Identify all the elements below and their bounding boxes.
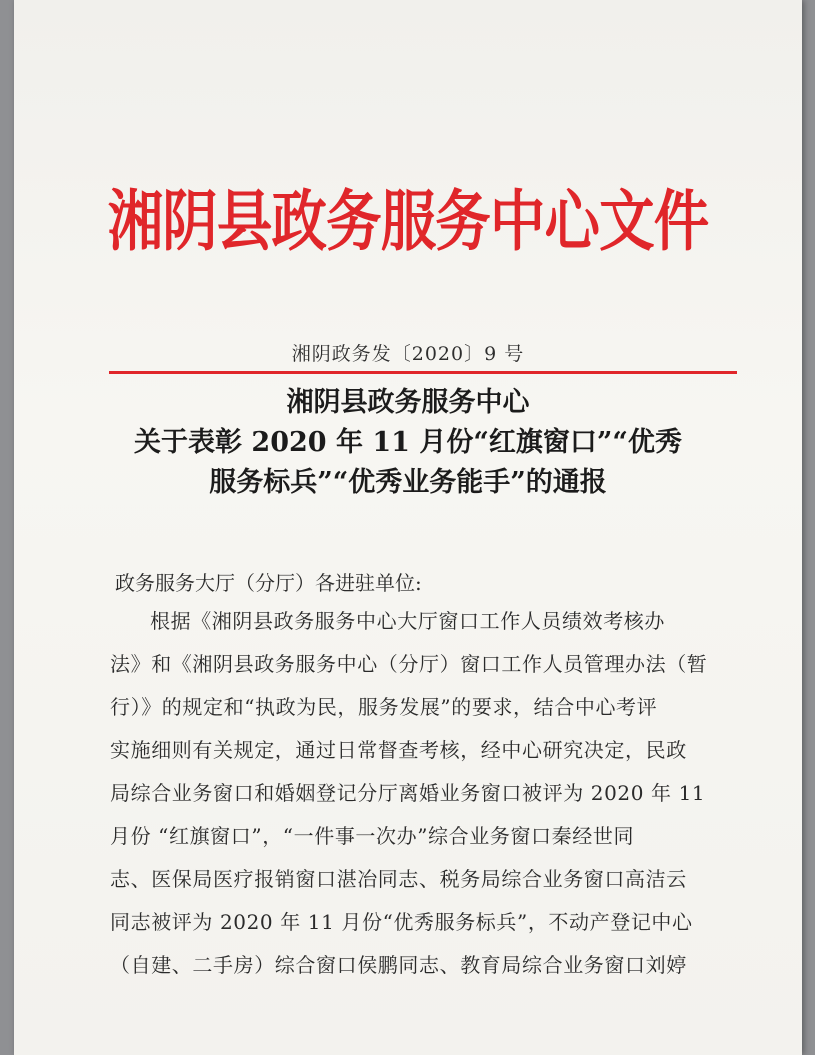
- body-line: 志、医保局医疗报销窗口湛冶同志、税务局综合业务窗口高洁云: [110, 867, 687, 891]
- masthead-title: 湘阴县政务服务中心文件: [107, 182, 709, 260]
- notice-title: [14, 383, 802, 503]
- red-divider: [109, 371, 737, 374]
- body-line: 局综合业务窗口和婚姻登记分厅离婚业务窗口被评为 2020 年 11: [110, 781, 706, 805]
- body-line: 根据《湘阴县政务服务中心大厅窗口工作人员绩效考核办: [150, 609, 665, 633]
- document-number: 湘阴政务发〔2020〕9 号: [291, 343, 525, 365]
- body-line: 行）》的规定和“执政为民，服务发展”的要求，结合中心考评: [110, 695, 658, 719]
- body-line: 同志被评为 2020 年 11 月份“优秀服务标兵”，不动产登记中心: [110, 910, 693, 934]
- title-line: 湘阴县政务服务中心: [286, 387, 530, 418]
- salutation: 政务服务大厅（分厅）各进驻单位:: [115, 571, 422, 595]
- body-line: 实施细则有关规定，通过日常督查考核，经中心研究决定，民政: [110, 738, 687, 762]
- body-line: （自建、二手房）综合窗口侯鹏同志、教育局综合业务窗口刘婷: [110, 953, 687, 977]
- title-line: 关于表彰 2020 年 11 月份“红旗窗口”“优秀: [134, 427, 682, 458]
- title-line: 服务标兵”“优秀业务能手”的通报: [209, 467, 607, 498]
- body-line: 法》和《湘阴县政务服务中心（分厅）窗口工作人员管理办法（暂: [110, 652, 708, 676]
- body-line: 月份 “红旗窗口”，“一件事一次办”综合业务窗口秦经世同: [110, 824, 635, 848]
- document-page: [14, 0, 802, 1055]
